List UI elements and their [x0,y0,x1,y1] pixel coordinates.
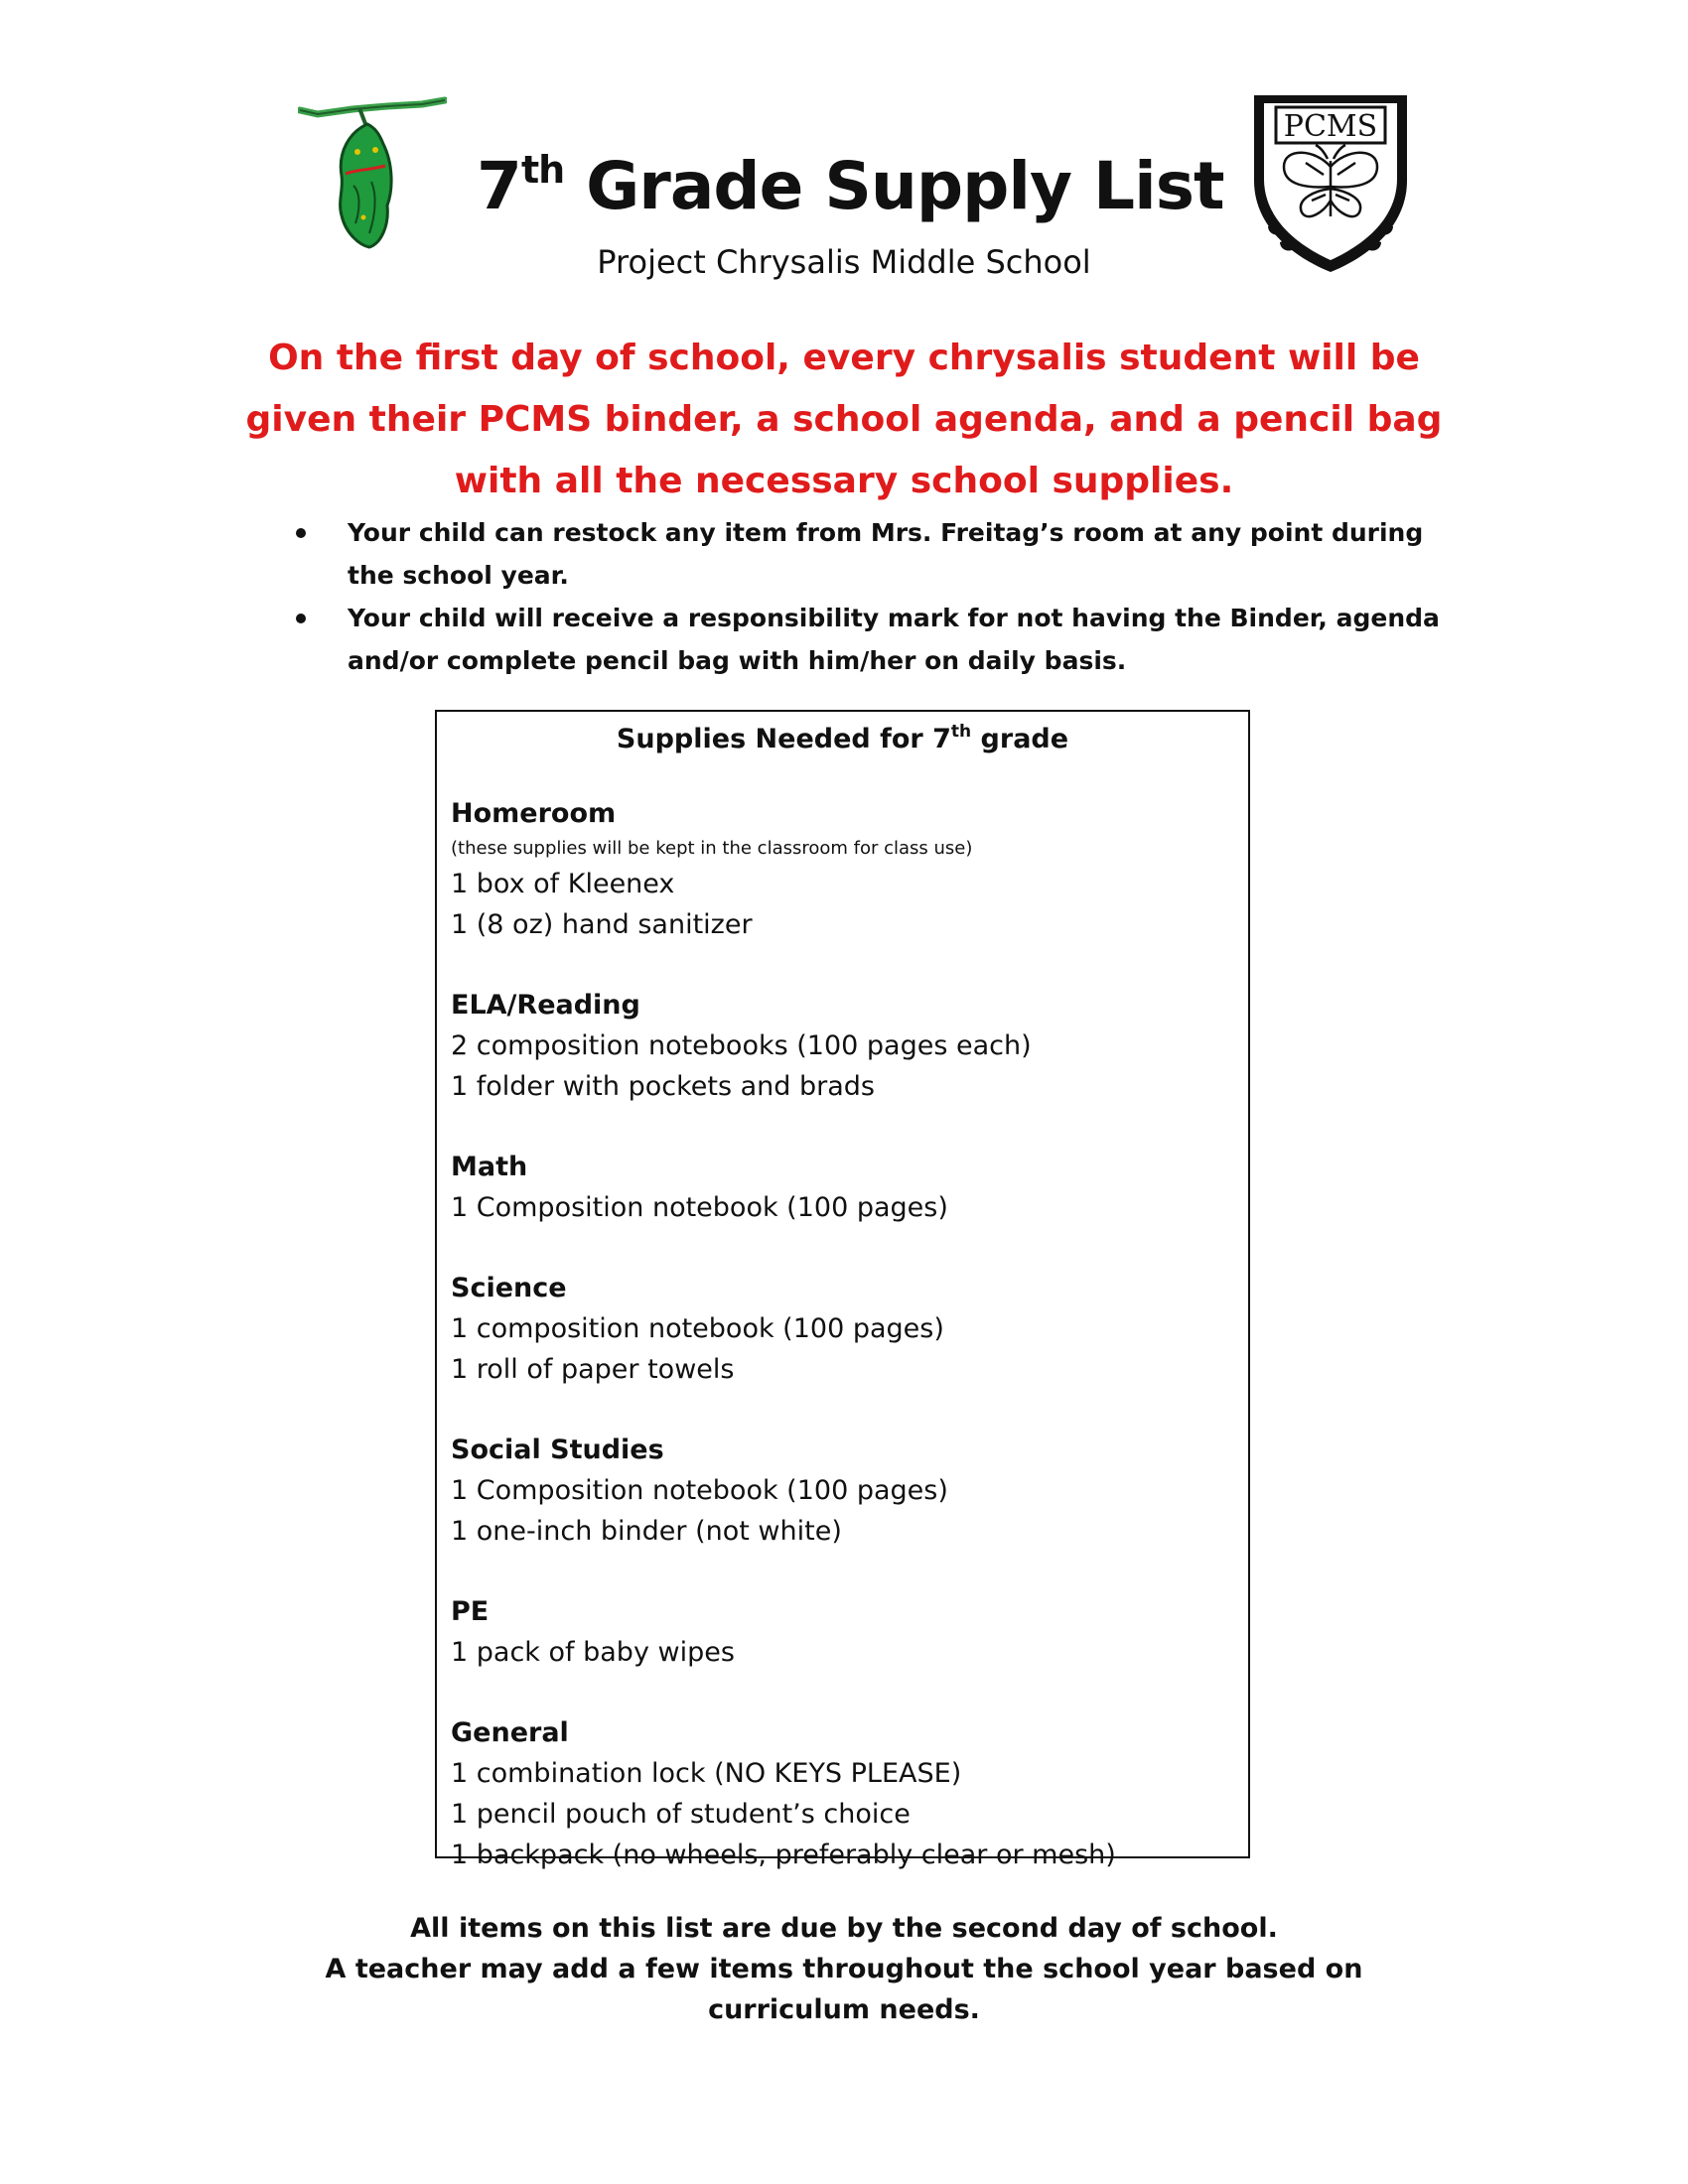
supply-item: 1 Composition notebook (100 pages) [451,1192,948,1223]
section-title: General [451,1717,569,1748]
supplies-box [435,710,1250,1870]
supply-item: 1 roll of paper towels [451,1354,735,1385]
bullet-icon [296,528,306,538]
note-item: Your child will receive a responsibility mark for not having the Binder, agenda and/or complete pencil bag with him/her on daily basis. [288,597,1440,682]
section-general [451,1712,1235,1875]
footer-due-line: All items on this list are due by the second day of school. [410,1913,1278,1944]
first-day-notice: On the first day of school, every chrysalis student will be given their PCMS binder, a school agenda, and a pencil bag with all the necessary school supplies. [245,338,1443,501]
supply-item: 1 backpack (no wheels, preferably clear or mesh) [451,1840,1116,1870]
section-title: Math [451,1152,528,1182]
supply-item: 1 folder with pockets and brads [451,1071,875,1102]
supply-item: 1 box of Kleenex [451,869,675,899]
section-homeroom [451,793,1235,945]
note-item: Your child can restock any item from Mrs. Freitag’s room at any point during the school year. [288,511,1440,597]
supply-item: 2 composition notebooks (100 pages each) [451,1030,1032,1061]
section-title: Social Studies [451,1434,664,1465]
section-title: Homeroom [451,798,617,829]
page-title: 7th Grade Supply List [477,148,1224,224]
supply-item: 1 one-inch binder (not white) [451,1516,842,1547]
section-science [451,1268,1235,1390]
section-social-studies [451,1430,1235,1552]
pcms-crest-logo [1246,89,1415,278]
supply-item: 1 Composition notebook (100 pages) [451,1475,948,1506]
supply-item: 1 composition notebook (100 pages) [451,1313,944,1344]
supply-item: 1 pack of baby wipes [451,1637,735,1668]
section-pe [451,1591,1235,1673]
chrysalis-icon [298,94,447,253]
supply-item: 1 combination lock (NO KEYS PLEASE) [451,1758,962,1789]
section-title: PE [451,1596,490,1627]
footer-note [248,1908,1440,2030]
bullet-icon [296,614,306,623]
section-title: Science [451,1273,567,1303]
notes-list [288,511,1440,682]
supplies-heading: Supplies Needed for 7th grade [616,722,1069,754]
supplies-content [451,793,1235,1875]
svg-text:PCMS: PCMS [1283,109,1378,144]
section-ela-reading [451,985,1235,1107]
footer-teacher-line: A teacher may add a few items throughout the school year based on curriculum needs. [325,1954,1363,2025]
section-note: (these supplies will be kept in the classroom for class use) [451,838,973,859]
supply-item: 1 (8 oz) hand sanitizer [451,909,753,940]
section-math [451,1147,1235,1228]
supply-item: 1 pencil pouch of student’s choice [451,1799,911,1830]
page-subtitle: Project Chrysalis Middle School [597,243,1091,281]
section-title: ELA/Reading [451,990,640,1021]
